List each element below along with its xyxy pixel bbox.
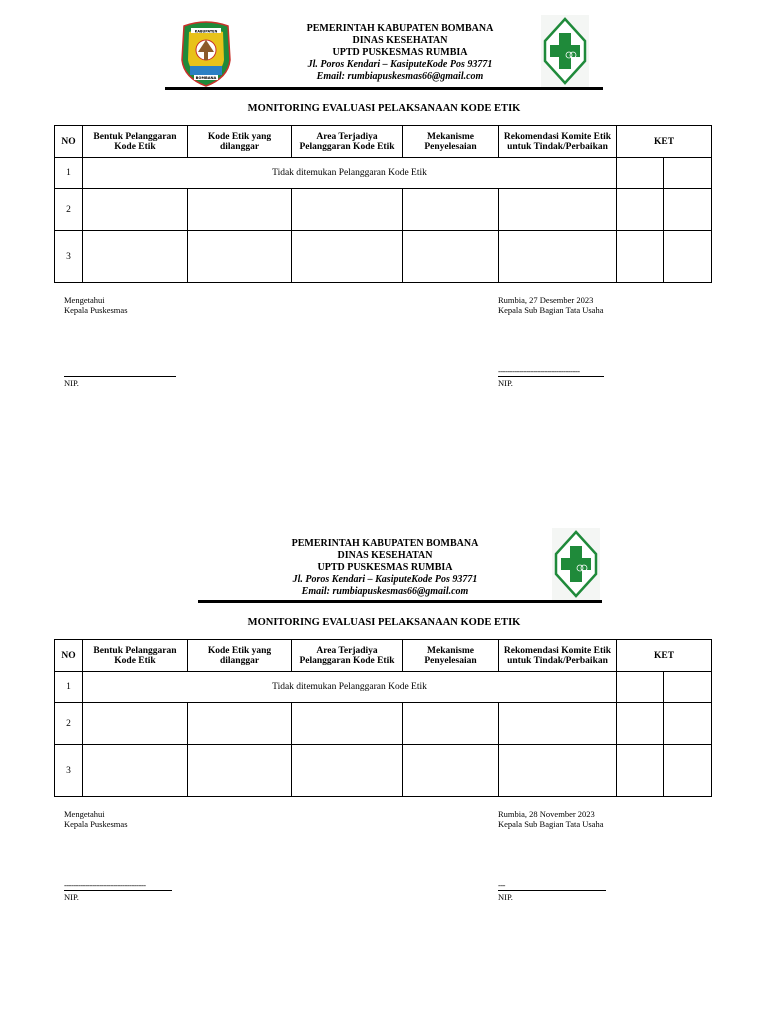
ket-cell — [664, 231, 712, 283]
signature-left — [64, 809, 128, 829]
row-number: 1 — [55, 672, 83, 703]
header-mekanisme: Mekanisme Penyelesaian — [403, 126, 499, 158]
table-row — [55, 189, 712, 231]
ket-cell — [617, 231, 664, 283]
header-no: NO — [55, 126, 83, 158]
table-cell — [403, 745, 499, 797]
document-section-1 — [0, 0, 768, 500]
header-kode-etik: Kode Etik yang dilanggar — [188, 126, 292, 158]
kabupaten-bombana-logo-icon — [178, 20, 234, 88]
letterhead-rule — [198, 600, 602, 603]
header-rekomendasi: Rekomendasi Komite Etik untuk Tindak/Perbaikan — [499, 126, 617, 158]
table-cell — [499, 745, 617, 797]
monitoring-table — [54, 125, 712, 283]
ket-cell — [664, 703, 712, 745]
table-cell — [83, 703, 188, 745]
ket-cell — [664, 158, 712, 189]
document-title: MONITORING EVALUASI PELAKSANAAN KODE ETIK — [247, 103, 521, 114]
letterhead-rule — [165, 87, 603, 90]
table-cell — [292, 231, 403, 283]
ket-cell — [617, 672, 664, 703]
table-cell — [188, 231, 292, 283]
table-cell — [188, 745, 292, 797]
header-ket: KET — [617, 126, 712, 158]
table-cell — [499, 231, 617, 283]
row-note: Tidak ditemukan Pelanggaran Kode Etik — [83, 672, 617, 703]
signature-date: Rumbia, 27 Desember 2023 — [498, 295, 594, 305]
letterhead-text — [235, 538, 535, 598]
table-cell — [403, 231, 499, 283]
signature-right-title: Kepala Sub Bagian Tata Usaha — [498, 819, 604, 829]
table-header-row — [55, 126, 712, 158]
table-cell — [403, 189, 499, 231]
signature-left-label: Mengetahui — [64, 295, 105, 305]
row-number: 3 — [55, 231, 83, 283]
table-cell — [83, 189, 188, 231]
letterhead-line-1: PEMERINTAH KABUPATEN BOMBANA — [291, 538, 479, 549]
table-row — [55, 672, 712, 703]
table-header-row — [55, 640, 712, 672]
table-row — [55, 158, 712, 189]
row-number: 2 — [55, 189, 83, 231]
logo-label-bottom: BOMBANA — [195, 76, 217, 80]
table-row — [55, 231, 712, 283]
header-area: Area Terjadiya Pelanggaran Kode Etik — [292, 640, 403, 672]
ket-cell — [617, 703, 664, 745]
signature-left-line — [64, 376, 176, 377]
letterhead-address: Jl. Poros Kendari – KasiputeKode Pos 93771 — [307, 59, 493, 70]
table-cell — [499, 703, 617, 745]
table-cell — [403, 703, 499, 745]
document-section-2 — [0, 514, 768, 1014]
logo-label-top: KABUPATEN — [194, 29, 218, 34]
header-area: Area Terjadiya Pelanggaran Kode Etik — [292, 126, 403, 158]
row-note: Tidak ditemukan Pelanggaran Kode Etik — [83, 158, 617, 189]
signature-left — [64, 295, 128, 315]
letterhead-line-3: UPTD PUSKESMAS RUMBIA — [332, 47, 468, 58]
signature-date: Rumbia, 28 November 2023 — [498, 809, 595, 819]
table-cell — [188, 703, 292, 745]
puskesmas-logo-icon — [541, 15, 589, 87]
document-title: MONITORING EVALUASI PELAKSANAAN KODE ETIK — [247, 617, 521, 628]
signature-right-line — [498, 376, 604, 377]
letterhead-line-1: PEMERINTAH KABUPATEN BOMBANA — [306, 23, 494, 34]
signature-right-title: Kepala Sub Bagian Tata Usaha — [498, 305, 604, 315]
letterhead-address: Jl. Poros Kendari – KasiputeKode Pos 93771 — [292, 574, 478, 585]
header-rekomendasi: Rekomendasi Komite Etik untuk Tindak/Perbaikan — [499, 640, 617, 672]
letterhead-email: Email: rumbiapuskesmas66@gmail.com — [301, 586, 469, 597]
signature-left-dashes: ----------------------------------- — [64, 880, 146, 890]
table-row — [55, 703, 712, 745]
letterhead-line-2: DINAS KESEHATAN — [337, 550, 433, 561]
nip-left: NIP. — [64, 378, 79, 388]
signature-right-dashes: ----------------------------------- — [498, 366, 580, 376]
ket-cell — [664, 745, 712, 797]
puskesmas-logo-icon — [552, 528, 600, 600]
nip-right: NIP. — [498, 892, 513, 902]
ket-cell — [617, 158, 664, 189]
signature-right-dashes: --- — [498, 880, 505, 890]
header-bentuk: Bentuk Pelanggaran Kode Etik — [83, 640, 188, 672]
ket-cell — [617, 189, 664, 231]
signature-left-title: Kepala Puskesmas — [64, 305, 128, 315]
header-ket: KET — [617, 640, 712, 672]
letterhead-email: Email: rumbiapuskesmas66@gmail.com — [316, 71, 484, 82]
letterhead-text — [250, 23, 550, 83]
letterhead-line-3: UPTD PUSKESMAS RUMBIA — [317, 562, 453, 573]
table-cell — [83, 745, 188, 797]
header-mekanisme: Mekanisme Penyelesaian — [403, 640, 499, 672]
row-number: 3 — [55, 745, 83, 797]
monitoring-table — [54, 639, 712, 797]
table-cell — [292, 703, 403, 745]
signature-left-line — [64, 890, 172, 891]
table-cell — [292, 745, 403, 797]
header-kode-etik: Kode Etik yang dilanggar — [188, 640, 292, 672]
ket-cell — [664, 189, 712, 231]
signature-left-label: Mengetahui — [64, 809, 105, 819]
nip-right: NIP. — [498, 378, 513, 388]
ket-cell — [617, 745, 664, 797]
table-cell — [292, 189, 403, 231]
signature-right — [498, 809, 603, 829]
signature-right-line — [498, 890, 606, 891]
signature-right — [498, 295, 603, 315]
table-row — [55, 745, 712, 797]
signature-left-title: Kepala Puskesmas — [64, 819, 128, 829]
header-no: NO — [55, 640, 83, 672]
ket-cell — [664, 672, 712, 703]
row-number: 1 — [55, 158, 83, 189]
row-number: 2 — [55, 703, 83, 745]
table-cell — [499, 189, 617, 231]
nip-left: NIP. — [64, 892, 79, 902]
table-cell — [188, 189, 292, 231]
table-cell — [83, 231, 188, 283]
letterhead-line-2: DINAS KESEHATAN — [352, 35, 448, 46]
header-bentuk: Bentuk Pelanggaran Kode Etik — [83, 126, 188, 158]
